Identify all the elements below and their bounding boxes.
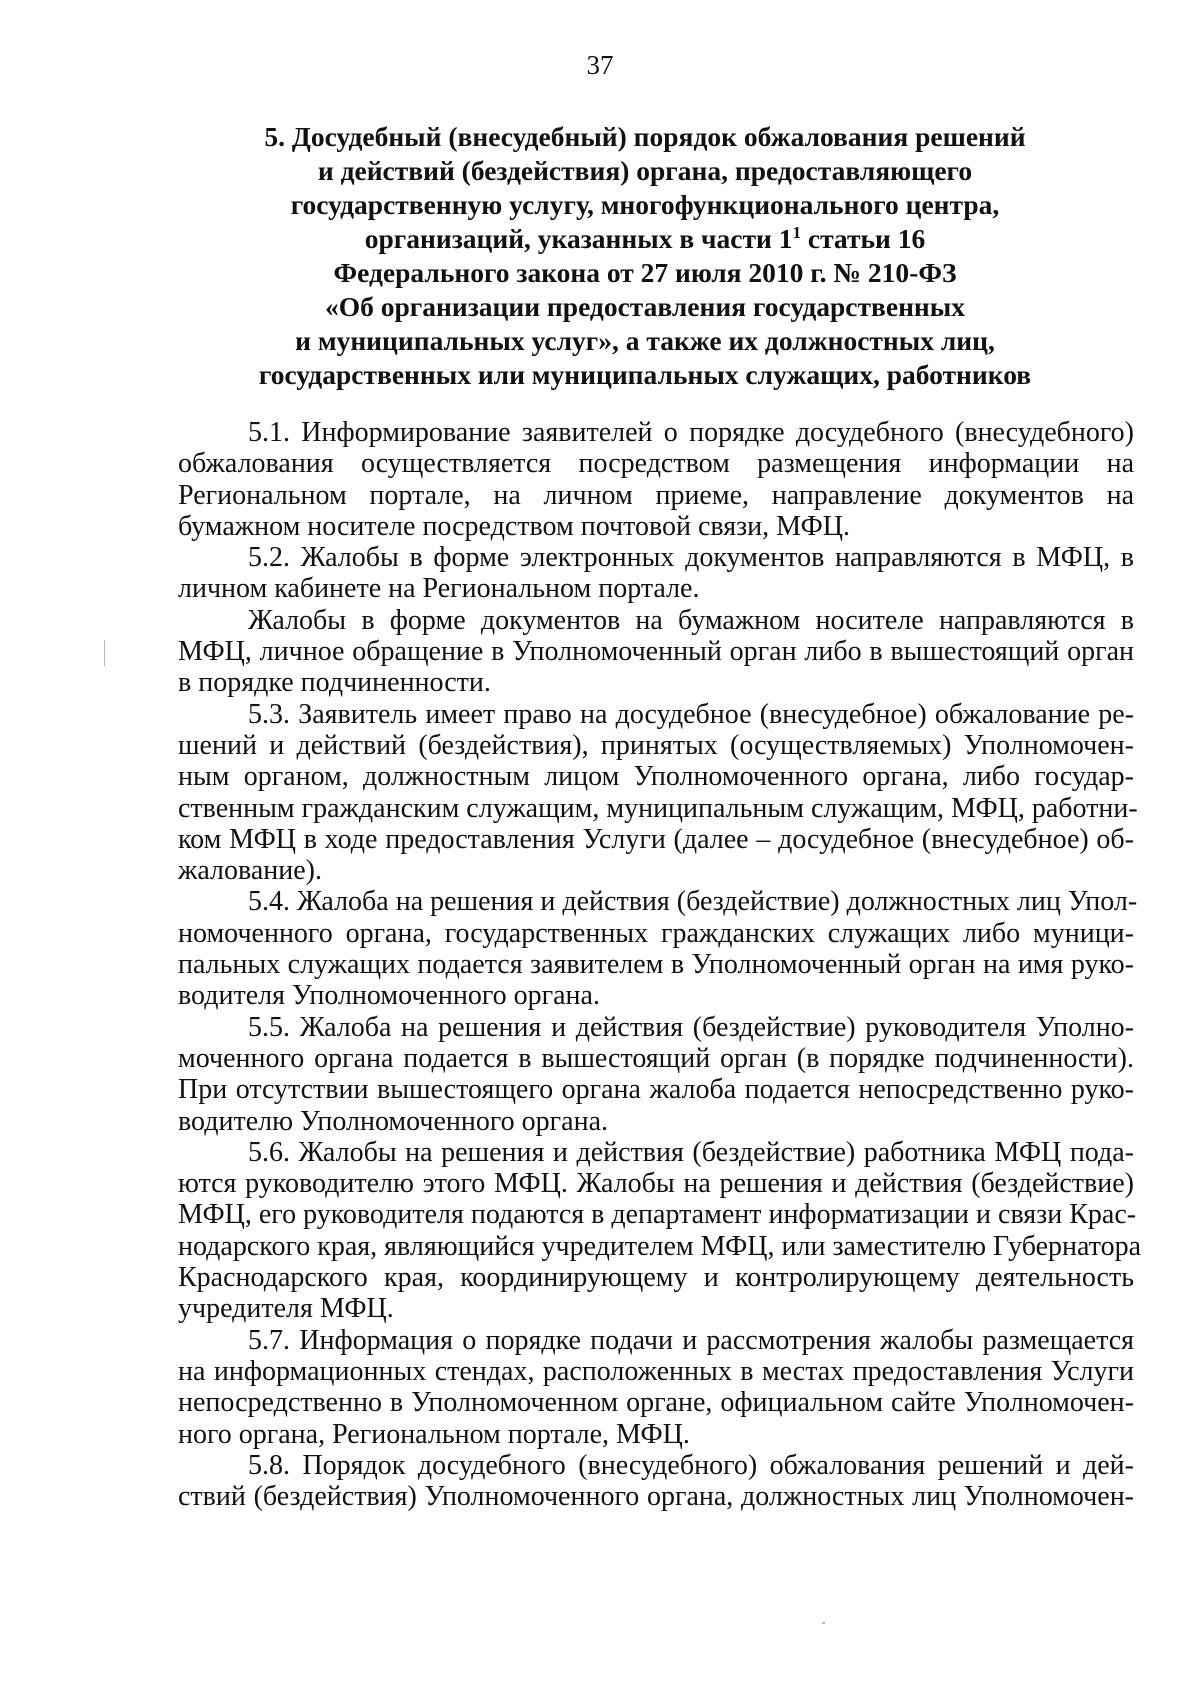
paragraph-line: водителю Уполномоченного органа. <box>178 1105 608 1137</box>
paragraph-line: 5.3. Заявитель имеет право на досудебное (внесудебное) обжалование ре- <box>248 698 1134 730</box>
paragraph-line: нодарского края, являющийся учредителем МФЦ, или заместителю Губернатора <box>178 1230 1142 1262</box>
section-heading <box>230 120 1060 392</box>
paragraph-line: обжалования осуществляется посредством размещения информации на <box>178 448 1134 480</box>
paragraph-line: ком МФЦ в ходе предоставления Услуги (далее – досудебное (внесудебное) об- <box>178 823 1134 855</box>
heading-line-with-superscript <box>230 222 1060 256</box>
paragraph-line: ного органа, Региональном портале, МФЦ. <box>178 1418 690 1450</box>
paragraph-line: ственным гражданским служащим, муниципальным служащим, МФЦ, работни- <box>178 792 1138 824</box>
paragraph-line: пальных служащих подается заявителем в Уполномоченный орган на имя руко- <box>178 949 1134 981</box>
paragraph-line: МФЦ, его руководителя подаются в департамент информатизации и связи Крас- <box>178 1199 1137 1231</box>
paragraph-line: в порядке подчиненности. <box>178 667 491 699</box>
page-number: 37 <box>586 50 614 80</box>
paragraph-line: МФЦ, личное обращение в Уполномоченный орган либо в вышестоящий орган <box>178 636 1134 668</box>
paragraph <box>178 417 1134 542</box>
paragraph-line: При отсутствии вышестоящего органа жалоба подается непосредственно руко- <box>178 1074 1134 1106</box>
paragraph-line: ются руководителю этого МФЦ. Жалобы на решения и действия (бездействие) <box>178 1168 1134 1200</box>
paragraph <box>178 1450 1134 1513</box>
paragraph <box>178 698 1138 887</box>
document-body <box>178 417 1142 1513</box>
heading-line-text: статьи 16 <box>801 223 926 254</box>
heading-line: 5. Досудебный (внесудебный) порядок обжалования решений <box>264 121 1026 152</box>
heading-line: и действий (бездействия) органа, предоставляющего <box>317 155 973 186</box>
paragraph-line: непосредственно в Уполномоченном органе, официальном сайте Уполномочен- <box>178 1387 1134 1419</box>
paragraph-line: учредителя МФЦ. <box>178 1293 394 1325</box>
paragraph <box>178 1012 1134 1137</box>
paragraph-line: шений и действий (бездействия), принятых (осуществляемых) Уполномочен- <box>178 729 1134 761</box>
paragraph-line: 5.8. Порядок досудебного (внесудебного) обжалования решений и дей- <box>248 1449 1134 1481</box>
paragraph-line: 5.6. Жалобы на решения и действия (бездействие) работника МФЦ пода- <box>248 1136 1134 1168</box>
paragraph-line: жалование). <box>178 855 322 887</box>
paragraph <box>178 605 1134 699</box>
paragraph <box>178 1325 1134 1450</box>
scan-mark <box>104 640 105 666</box>
paragraph-line: ным органом, должностным лицом Уполномоченного органа, либо государ- <box>178 761 1134 793</box>
scan-mark <box>822 1622 825 1624</box>
heading-line: государственную услугу, многофункционального центра, <box>290 189 1000 220</box>
paragraph-line: Региональном портале, на личном приеме, направление документов на <box>178 479 1134 511</box>
paragraph-line: на информационных стендах, расположенных в местах предоставления Услуги <box>178 1355 1134 1387</box>
paragraph <box>178 1136 1142 1325</box>
paragraph-line: ствий (бездействия) Уполномоченного органа, должностных лиц Уполномочен- <box>178 1481 1134 1513</box>
heading-line: «Об организации предоставления государственных <box>324 291 965 322</box>
paragraph-line: 5.7. Информация о порядке подачи и рассмотрения жалобы размещается <box>248 1324 1134 1356</box>
heading-line: государственных или муниципальных служащих, работников <box>258 359 1032 390</box>
paragraph-line: моченного органа подается в вышестоящий орган (в порядке подчиненности). <box>178 1042 1134 1074</box>
paragraph <box>178 542 1134 605</box>
superscript-mark: 1 <box>792 222 801 242</box>
paragraph-line: 5.1. Информирование заявителей о порядке досудебного (внесудебного) <box>248 417 1134 448</box>
paragraph-line: 5.2. Жалобы в форме электронных документов направляются в МФЦ, в <box>248 542 1134 574</box>
paragraph-line: 5.5. Жалоба на решения и действия (бездействие) руководителя Уполно- <box>248 1011 1134 1043</box>
paragraph-line: водителя Уполномоченного органа. <box>178 980 600 1012</box>
paragraph <box>178 886 1138 1012</box>
paragraph-line: личном кабинете на Региональном портале. <box>178 573 700 605</box>
paragraph-line: бумажном носителе посредством почтовой связи, МФЦ. <box>178 510 851 542</box>
heading-line-text: организаций, указанных в части 1 <box>364 223 793 254</box>
heading-line: и муниципальных услуг», а также их должностных лиц, <box>295 325 995 356</box>
paragraph-line: Краснодарского края, координирующему и контролирующему деятельность <box>178 1262 1134 1294</box>
paragraph-line: номоченного органа, государственных гражданских служащих либо муници- <box>178 917 1134 949</box>
heading-line: Федерального закона от 27 июля 2010 г. № 210-ФЗ <box>333 257 957 288</box>
paragraph-line: 5.4. Жалоба на решения и действия (бездействие) должностных лиц Упол- <box>248 886 1138 918</box>
paragraph-line: Жалобы в форме документов на бумажном носителе направляются в <box>248 604 1134 636</box>
